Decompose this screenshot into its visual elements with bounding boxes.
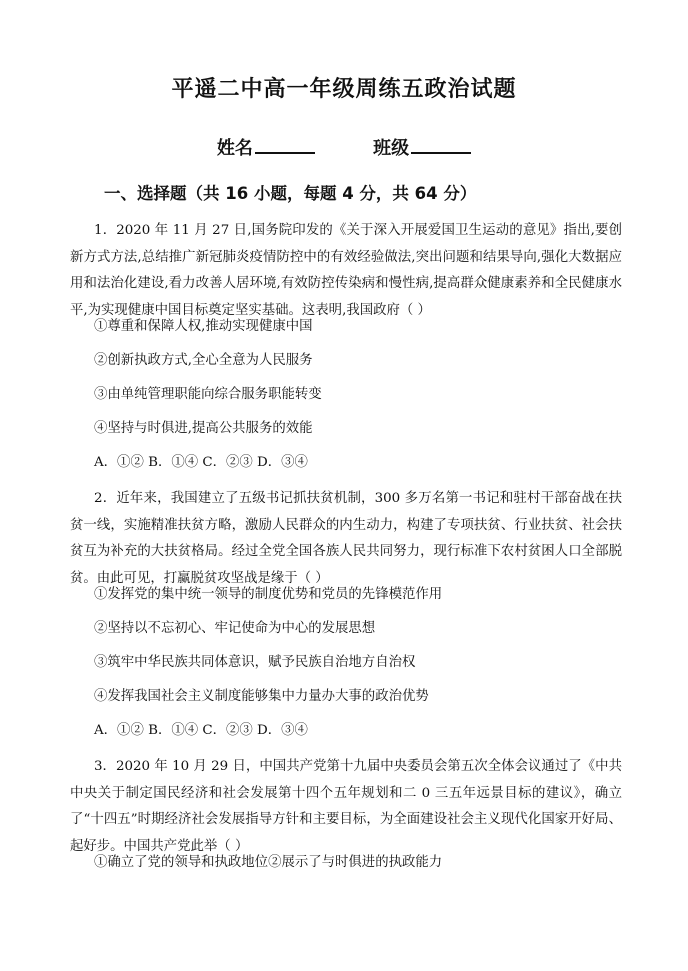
name-field[interactable] [217,134,315,160]
option-item: ③筑牢中华民族共同体意识，赋予民族自治地方自治权 [94,655,416,670]
name-label: 姓名 [216,138,253,159]
student-info-bar [0,134,688,160]
answer-choices: A．①② B．①④ C．②③ D．③④ [94,455,308,470]
option-item: ①尊重和保障人权,推动实现健康中国 [94,319,313,334]
question-stem: 1．2020 年 11 月 27 日,国务院印发的《关于深入开展爱国卫生运动的意见》指出,要创新方式方法,总结推广新冠肺炎疫情防控中的有效经验做法,突出问题和结果导向,强化大数据应用和法治化建设,看力改善人居环境,有效防控传染病和慢性病,提高群众健康素养和全民健康水平,为实现健康中国目标奠定坚实基础。这表明,我国政府（ ） [70,223,622,318]
class-label: 班级 [373,138,410,159]
question-2 [70,486,622,592]
question-1 [70,218,622,324]
name-blank[interactable] [255,136,315,154]
option-item: ②坚持以不忘初心、牢记使命为中心的发展思想 [94,621,376,636]
option-item: ③由单纯管理职能向综合服务职能转变 [94,387,322,402]
section-heading: 一、选择题（共 16 小题，每题 4 分，共 64 分） [104,184,477,203]
option-item: ①发挥党的集中统一领导的制度优势和党员的先锋模范作用 [94,587,443,602]
exam-title: 平遥二中高一年级周练五政治试题 [171,77,517,102]
question-stem: 2．近年来，我国建立了五级书记抓扶贫机制，300 多万名第一书记和驻村干部奋战在扶贫一线，实施精准扶贫方略，激励人民群众的内生动力，构建了专项扶贫、行业扶贫、社会扶贫互为补充的大扶贫格局。经过全党全国各族人民共同努力，现行标准下农村贫困人口全部脱贫。由此可见，打赢脱贫攻坚战是缘于（ ） [70,491,622,586]
class-blank[interactable] [411,136,471,154]
class-field[interactable] [373,134,471,160]
option-item: ①确立了党的领导和执政地位②展示了与时俱进的执政能力 [94,855,443,870]
option-item: ④发挥我国社会主义制度能够集中力量办大事的政治优势 [94,689,429,704]
option-item: ②创新执政方式,全心全意为人民服务 [94,353,313,368]
answer-choices: A．①② B．①④ C．②③ D．③④ [94,723,308,738]
question-3 [70,754,622,860]
question-stem: 3．2020 年 10 月 29 日，中国共产党第十九届中央委员会第五次全体会议通过了《中共中央关于制定国民经济和社会发展第十四个五年规划和二 0 三五年远景目标的建议》，确立了“十四五”时期经济社会发展指导方针和主要目标，为全面建设社会主义现代化国家开好局、起好步。中国共产党此举（ ） [70,759,622,854]
option-item: ④坚持与时俱进,提高公共服务的效能 [94,421,313,436]
